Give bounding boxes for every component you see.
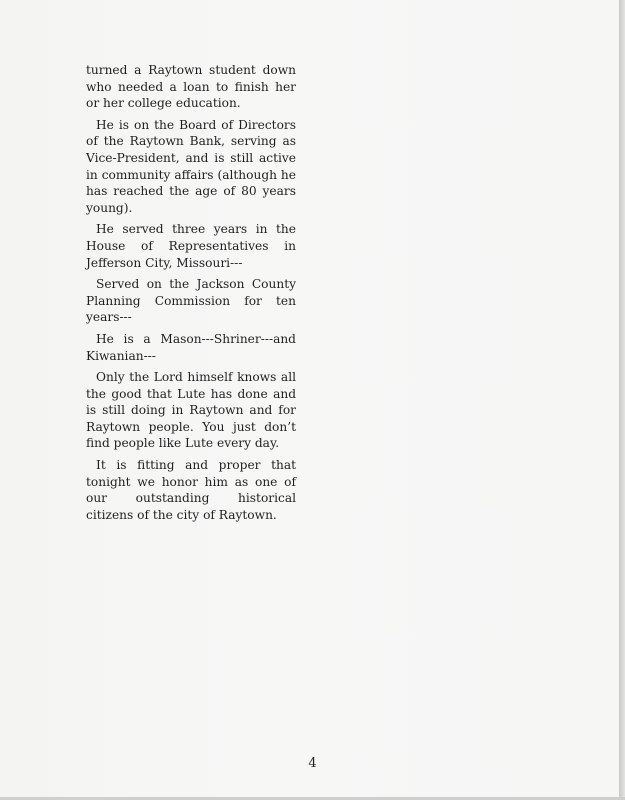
paragraph-4: Served on the Jackson County Planning Commission for ten years--- xyxy=(86,277,296,325)
page-number: 4 xyxy=(308,756,317,771)
text-column xyxy=(86,62,296,528)
paragraph-2: He is on the Board of Directors of the Raytown Bank, serving as Vice-President, and is still active in community affairs (although he has reached the age of 80 years young). xyxy=(86,117,296,215)
paragraph-6: Only the Lord himself knows all the good that Lute has done and is still doing in Raytown and for Raytown people. You just don’t find people like Lute every day. xyxy=(86,370,296,451)
page-edge-right xyxy=(619,0,625,800)
paragraph-5: He is a Mason---Shriner---and Kiwanian--- xyxy=(86,331,296,363)
paragraph-1: turned a Raytown student down who needed a loan to finish her or her college education. xyxy=(86,63,296,111)
paragraph-7: It is fitting and proper that tonight we honor him as one of our outstanding historical citizens of the city of Raytown. xyxy=(86,458,296,522)
paragraph-3: He served three years in the House of Representatives in Jefferson City, Missouri--- xyxy=(86,222,296,270)
